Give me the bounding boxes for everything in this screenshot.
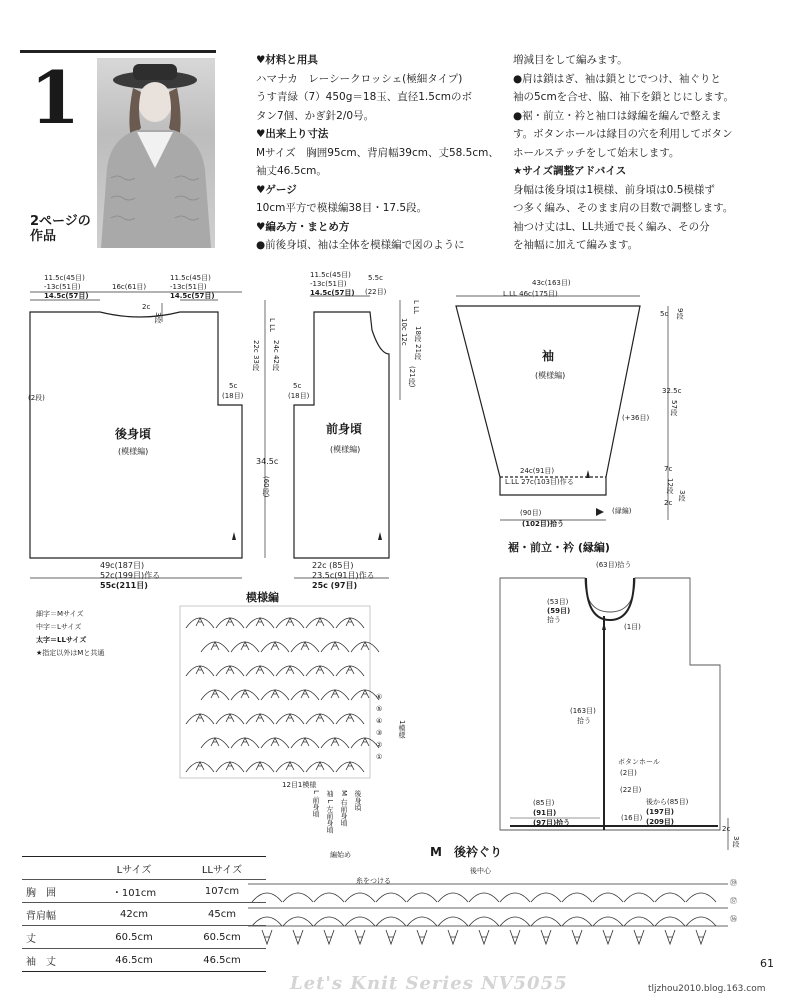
stitch-motif [271,738,279,746]
border-title: 裾・前立・衿 (縁編) [508,541,610,554]
border-buttonhole-gap: (22目) [620,786,642,794]
border-front-neck-ll: (59目) [547,607,571,615]
stitch-motif [211,738,219,746]
back-bottom-ll: 55c(211目) [100,581,148,590]
collar-motif [386,930,396,944]
size-table-wrap [22,856,266,972]
stitch-arch [261,738,289,748]
info-right-line: つ多く編み、そのまま肩の目数で調整します。 [513,202,734,214]
collar-arch [376,893,406,902]
front-neck-extra: (21段) [408,366,416,388]
back-underarm-rows: (18目) [222,392,244,400]
stitch-motif [271,642,279,650]
back-body-stitch: (模様編) [118,447,149,456]
collar-arch [500,917,530,926]
size-table-cell: 胸 囲 [22,880,90,903]
info-left-line: ♥出来上り寸法 [256,128,329,140]
sleeve-cuff-rows: 12段 [666,478,674,494]
collar-arch [624,917,654,926]
stitch-motif [331,690,339,698]
back-body-name: 後身頃 [115,427,152,441]
collar-arch [438,893,468,902]
collar-arch [283,917,313,926]
stitch-arch [351,738,379,748]
stitch-arch [231,642,259,652]
pattern-number: 1 [30,55,81,140]
stitch-motif [241,690,249,698]
stitch-motif [316,714,324,722]
page-ref: 2ページの作品 [30,214,91,244]
collar-arch [469,893,499,902]
sleeve-increase: (+36目) [622,414,650,422]
stitch-motif [286,762,294,770]
stitch-motif [316,762,324,770]
stitch-arch [291,738,319,748]
border-edge-rows: 3段 [732,836,740,848]
border-hem-back-m: 後から(85目) [646,798,689,806]
back-shoulder-m: 11.5c(45目) [44,274,85,282]
stitch-motif [241,738,249,746]
collar-motif [448,930,458,944]
size-table-cell: 46.5cm [90,949,178,972]
stitch-arch [321,642,349,652]
front-underarm-rows: (18目) [288,392,310,400]
collar-motif [417,930,427,944]
sleeve-top-m: 43c(163目) [532,279,571,287]
info-right-line: ●裾・前立・衿と袖口は縁編を編んで整えま [513,109,722,122]
back-length-rows: (60段) [262,476,270,498]
front-bottom-m: 22c (85目) [312,561,354,570]
collar-center: 後中心 [470,867,491,875]
legend-note: ★指定以外はMと共通 [36,649,105,657]
border-front-neck-pick: 拾う [547,616,561,624]
page-number: 61 [760,957,774,970]
size-table-header: Lサイズ [90,857,178,880]
back-shoulder-ll-r: 14.5c(57目) [170,292,215,300]
stitch-chart-label: L 前身頃 [312,790,320,818]
info-left-line: ●前後身頃、袖は全体を模様編で図のように [256,239,465,251]
sleeve-edge-rows: 3段 [678,490,686,502]
sleeve-border: (縁編) [612,507,632,515]
stitch-arch [276,618,304,628]
collar-motif [696,930,706,944]
size-legend [36,608,104,660]
sleeve-cap-rows: 9段 [676,308,684,320]
border-one: (1目) [624,623,641,631]
stitch-arch [216,666,244,676]
collar-title: M 後衿ぐり [430,845,502,859]
collar-arch [407,893,437,902]
collar-thread: 糸をつける [356,877,391,885]
collar-motif [324,930,334,944]
stitch-motif [241,642,249,650]
legend-l: 中字＝Lサイズ [36,623,82,631]
stitch-chart-row-mark: ① [376,753,383,761]
stitch-arch [246,762,274,772]
footer-series: Let's Knit Series NV5055 [290,973,568,994]
stitch-arch [201,738,229,748]
front-bottom-l: 23.5c(91目)作る [312,571,375,580]
front-neck-stitches: (22目) [365,288,387,296]
border-hem-16: (16目) [621,814,643,822]
stitch-motif [256,618,264,626]
stitch-motif [196,714,204,722]
sleeve-cap: 5c [660,310,669,318]
info-right-line: ホールステッチをして始末します。 [513,146,680,159]
stitch-arch [276,666,304,676]
front-neck-header: L LL [412,300,420,314]
stitch-chart-row-mark: ⑥ [376,693,383,701]
stitch-arch [246,666,274,676]
watermark: tljzhou2010.blog.163.com [648,984,766,994]
collar-arch [593,893,623,902]
sleeve-pick-m: (90目) [520,509,542,517]
collar-arch [686,893,716,902]
border-neck-pick: (63目)拾う [596,561,632,569]
back-bottom-m: 49c(187目) [100,561,145,570]
size-table-cell: 60.5cm [90,926,178,949]
info-left-line: うす青緑（7）450g＝18玉、直径1.5cmのボ [256,91,472,103]
size-table-cell: 背肩幅 [22,903,90,926]
sleeve-length-rows: 57段 [670,400,678,416]
stitch-chart-row-mark: ③ [376,729,383,737]
stitch-motif [316,618,324,626]
stitch-arch [216,714,244,724]
sleeve-pick-ll: (102目)拾う [522,520,565,528]
back-underarm: 5c [229,382,238,390]
sleeve-top-l-ll: L.LL 46c(175目) [503,290,558,298]
collar-motif [293,930,303,944]
sleeve-bottom-l-ll: L.LL 27c(103目)作る [505,478,574,486]
stitch-motif [256,666,264,674]
stitch-arch [336,666,364,676]
sleeve-edge: 2c [664,499,673,507]
size-table-header [22,857,90,880]
info-left-line: 10cm平方で模様編38目・17.5段。 [256,202,428,214]
front-underarm: 5c [293,382,302,390]
collar-motif [665,930,675,944]
border-hem-back-l: (197目) [646,808,675,816]
back-armhole-ll: 24c 42段 [272,340,280,371]
info-right-line: 身幅は後身頃は1模様、前身頃は0.5模様ず [513,183,715,196]
sleeve-length: 32.5c [662,387,682,395]
stitch-arch [321,690,349,700]
size-table-cell: 袖 丈 [22,949,90,972]
stitch-arch [186,714,214,724]
collar-motif [355,930,365,944]
front-bottom-ll: 25c (97目) [312,581,358,590]
stitch-arch [276,714,304,724]
collar-motif [634,930,644,944]
sleeve-bottom-m: 24c(91目) [520,467,555,475]
info-left-line: ♥ゲージ [256,183,297,196]
legend-m: 細字＝Mサイズ [36,610,84,618]
collar-arch [438,917,468,926]
border-body-outline [500,578,720,830]
stitch-motif [346,762,354,770]
stitch-chart-title: 模様編 [246,591,279,604]
info-right-line: す。ボタンホールは縁目の穴を利用してボタン [513,128,733,140]
stitch-motif [211,690,219,698]
sleeve-cuff: 7c [664,465,673,473]
size-table-row [22,926,266,949]
collar-row-mark: ㊲ [730,897,737,905]
stitch-motif [286,618,294,626]
stitch-arch [246,618,274,628]
stitch-arch [186,618,214,628]
border-front-edge: (163目) [570,707,596,715]
stitch-arch [351,690,379,700]
stitch-chart-row-mark: ⑤ [376,705,383,713]
stitch-arch [336,762,364,772]
collar-arch [283,893,313,902]
stitch-motif [301,690,309,698]
size-table-row [22,949,266,972]
collar-motif [479,930,489,944]
stitch-chart-repeat: 1模様 [398,720,406,739]
info-right-line: 袖つけ丈はL、LL共通で長く編み、その分 [513,220,710,233]
stitch-arch [306,618,334,628]
border-front-neck-m: (53目) [547,598,569,606]
collar-arch [624,893,654,902]
collar-arch [686,917,716,926]
stitch-arch [246,714,274,724]
stitch-motif [226,762,234,770]
stitch-arch [201,642,229,652]
size-table-cell: ・101cm [90,880,178,903]
info-left-line: ハマナカ レーシークロッシェ(極細タイプ) [256,72,463,85]
collar-arch [314,893,344,902]
info-right-line: 袖の5cmを合せ、脇、袖下を鎖とじにします。 [513,91,735,103]
stitch-motif [196,762,204,770]
collar-arch [593,917,623,926]
size-table-row [22,880,266,903]
info-left-line: タン7個、かぎ針2/0号。 [256,109,375,122]
info-left-line: Mサイズ 胸囲95cm、背肩幅39cm、丈58.5cm、 [256,146,499,159]
stitch-motif [256,714,264,722]
sleeve-stitch: (模様編) [535,371,566,380]
collar-arch [655,917,685,926]
stitch-arch [351,642,379,652]
stitch-motif [361,738,369,746]
front-body-name: 前身頃 [326,422,363,436]
collar-arch [345,917,375,926]
stitch-chart-label: M 右前身頃 [340,790,348,827]
stitch-motif [331,642,339,650]
info-left-line: 袖丈46.5cm。 [256,165,327,177]
back-armhole-l: 22c 33段 [252,340,260,371]
info-right-line: を袖幅に加えて編みます。 [513,239,639,251]
stitch-arch [186,762,214,772]
stitch-arch [231,690,259,700]
back-length: 34.5c [256,457,279,466]
stitch-arch [216,762,244,772]
collar-arch [655,893,685,902]
front-shoulder-l: -13c(51目) [310,280,347,288]
back-shoulder-l-r: -13c(51目) [170,283,207,291]
back-neck-width: 16c(61目) [112,283,147,291]
size-table-row [22,903,266,926]
collar-arch [376,917,406,926]
size-table [22,856,266,972]
stitch-motif [346,714,354,722]
stitch-chart-start: 編始め [330,851,351,859]
stitch-arch [291,642,319,652]
size-table-cell: 丈 [22,926,90,949]
collar-row-mark: ㊴ [730,879,737,887]
back-bottom-l: 52c(199目)作る [100,571,161,580]
stitch-chart-row-mark: ② [376,741,383,749]
border-hem-front-l: (91目) [533,809,557,817]
stitch-arch [306,666,334,676]
stitch-arch [216,618,244,628]
border-buttonhole: ボタンホール [618,758,660,766]
stitch-arch [186,666,214,676]
stitch-arch [306,762,334,772]
stitch-motif [196,618,204,626]
border-hem-back-ll: (209目) [646,818,675,826]
stitch-arch [201,690,229,700]
back-shoulder-l: -13c(51目) [44,283,81,291]
stitch-motif [226,714,234,722]
stitch-motif [346,618,354,626]
stitch-motif [226,666,234,674]
back-neck-drop: 2c [142,303,151,311]
collar-arch [345,893,375,902]
collar-row-mark: ㊱ [730,915,737,923]
stitch-motif [346,666,354,674]
stitch-motif [286,666,294,674]
collar-arch [500,893,530,902]
stitch-motif [256,762,264,770]
collar-arch [407,917,437,926]
stitch-motif [301,738,309,746]
front-body-stitch: (模様編) [330,445,361,454]
stitch-arch [231,738,259,748]
back-shoulder-ll: 14.5c(57目) [44,292,89,300]
back-neck-rows: 3段 [154,312,162,324]
front-shoulder-m: 11.5c(45目) [310,271,351,279]
sleeve-name: 袖 [542,349,555,363]
border-hem-front-m: (85目) [533,799,555,807]
info-left-line: ♥編み方・まとめ方 [256,220,350,233]
size-table-cell: 45cm [178,903,266,926]
border-front-edge-pick: 拾う [577,717,591,725]
collar-chart-graphic [248,884,728,926]
collar-arch [531,917,561,926]
stitch-motif [271,690,279,698]
collar-arch [562,917,592,926]
stitch-arch [276,762,304,772]
stitch-motif [361,642,369,650]
front-neck-height: 10c 12c [400,318,408,346]
stitch-motif [211,642,219,650]
front-shoulder-ll: 14.5c(57目) [310,289,355,297]
border-edge: 2c [722,825,731,833]
front-neck-rows: 18段 21段 [414,326,422,361]
size-table-cell: 60.5cm [178,926,266,949]
stitch-motif [361,690,369,698]
collar-motif [572,930,582,944]
stitch-motif [316,666,324,674]
stitch-motif [286,714,294,722]
stitch-motif [301,642,309,650]
info-right-line: ★サイズ調整アドバイス [513,165,627,177]
stitch-chart-label: 袖 L 左前身頃 [326,790,334,834]
back-side-mark: (2段) [28,394,45,402]
collar-arch [531,893,561,902]
back-shoulder-m-r: 11.5c(45目) [170,274,211,282]
info-right-line: ●肩は鎖はぎ、袖は鎖とじでつけ、袖ぐりと [513,72,721,85]
info-left-line: ♥材料と用具 [256,54,318,66]
border-buttonhole-rows: (2目) [620,769,637,777]
size-table-header: LLサイズ [178,857,266,880]
stitch-motif [226,618,234,626]
border-hem-front-ll: (97目)拾う [533,819,571,827]
info-right-line: 増減目をして編みます。 [513,54,628,66]
collar-arch [562,893,592,902]
stitch-chart-label: 後身頃 [354,790,362,811]
size-table-cell: 42cm [90,903,178,926]
front-neck-width: 5.5c [368,274,383,282]
collar-motif [510,930,520,944]
stitch-arch [261,642,289,652]
legend-ll: 太字＝LLサイズ [36,636,87,644]
stitch-motif [331,738,339,746]
stitch-motif [196,666,204,674]
stitch-arch [261,690,289,700]
stitch-chart-row-mark: ④ [376,717,383,725]
collar-motif [603,930,613,944]
back-armhole-header: L LL [268,318,276,332]
stitch-chart-bottom-repeat: 12目1模様 [282,781,317,789]
size-table-cell: 107cm [178,880,266,903]
collar-motif [541,930,551,944]
stitch-arch [336,714,364,724]
stitch-arch [291,690,319,700]
stitch-arch [336,618,364,628]
collar-arch [314,917,344,926]
collar-arch [469,917,499,926]
stitch-arch [306,714,334,724]
size-table-cell: 46.5cm [178,949,266,972]
stitch-arch [321,738,349,748]
